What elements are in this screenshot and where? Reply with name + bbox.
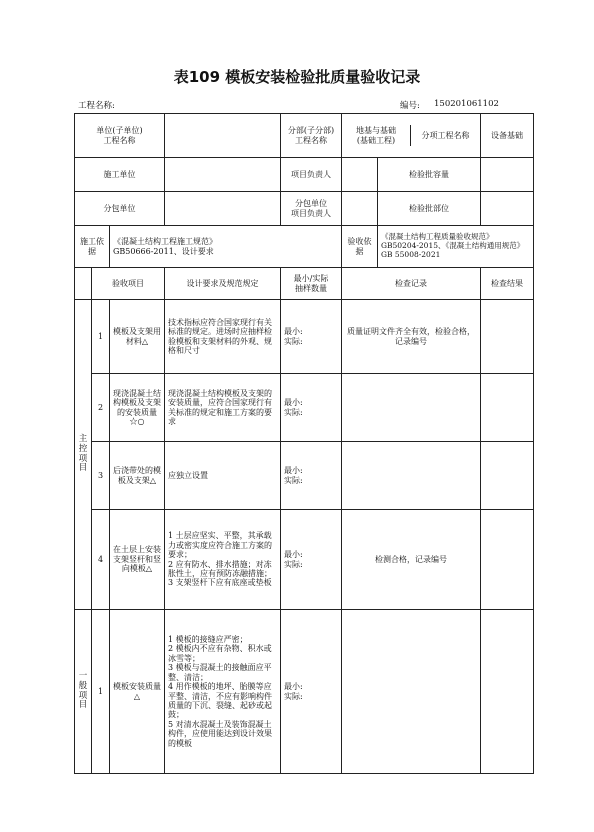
serial-label: 编号: <box>400 101 420 111</box>
unit-name-value[interactable] <box>165 114 281 158</box>
item-result[interactable] <box>481 510 534 610</box>
construction-unit-label: 施工单位 <box>75 158 165 192</box>
item-sampling[interactable]: 最小: 实际: <box>281 510 342 610</box>
item-number: 3 <box>92 442 110 510</box>
item-result[interactable] <box>481 610 534 774</box>
header-row-construction <box>75 158 534 192</box>
project-lead-value[interactable] <box>342 158 378 192</box>
subitem-name-value: 设备基础 <box>481 114 534 158</box>
project-lead-label: 项目负责人 <box>281 158 342 192</box>
item-name: 现浇混凝土结构模板及支架的安装质量☆○ <box>110 374 165 442</box>
item-number: 4 <box>92 510 110 610</box>
unit-name-label: 单位(子单位) 工程名称 <box>75 114 165 158</box>
subcontract-unit-label: 分包单位 <box>75 192 165 226</box>
item-result[interactable] <box>481 374 534 442</box>
subcontract-unit-value[interactable] <box>165 192 281 226</box>
project-name-label: 工程名称: <box>78 101 115 111</box>
item-name: 模板安装质量△ <box>110 610 165 774</box>
batch-location-value[interactable] <box>481 192 534 226</box>
item-requirement: 1 土层应坚实、平整，其承载力或密实度应符合施工方案的要求； 2 应有防水、排水措施；对冻胀性土，应有预防冻融措施； 3 支架竖杆下应有底座或垫板 <box>165 510 281 610</box>
col-result-header: 检查结果 <box>481 268 534 300</box>
item-requirement: 1 模板的接缝应严密； 2 模板内不应有杂物、积水或冰雪等； 3 模板与混凝土的接触面应平整、清洁； 4 用作模板的地坪、胎膜等应平整、清洁，不应有影响构件质量的下沉、裂缝、起砂或起鼓； 5 对清水混凝土及装饰混凝土构件，应使用能达到设计效果的模板 <box>165 610 281 774</box>
item-number: 2 <box>92 374 110 442</box>
header-row-unit <box>75 114 534 158</box>
table-row <box>75 300 534 374</box>
general-group-label: 一般项目 <box>75 610 92 774</box>
item-number: 1 <box>92 300 110 374</box>
serial-value: 150201061102 <box>434 99 499 109</box>
construction-basis-label: 施工依据 <box>75 226 110 268</box>
col-sampling-header: 最小/实际 抽样数量 <box>281 268 342 300</box>
header-row-subcontract <box>75 192 534 226</box>
column-header-row <box>75 268 534 300</box>
item-requirement: 现浇混凝土结构模板及支架的安装质量，应符合国家现行有关标准的规定和施工方案的要求 <box>165 374 281 442</box>
item-record[interactable] <box>342 374 481 442</box>
item-record[interactable]: 检测合格，记录编号 <box>342 510 481 610</box>
item-record[interactable]: 质量证明文件齐全有效，检验合格，记录编号 <box>342 300 481 374</box>
item-sampling[interactable]: 最小: 实际: <box>281 610 342 774</box>
item-name: 后浇带处的模板及支架△ <box>110 442 165 510</box>
header-row-basis <box>75 226 534 268</box>
table-row <box>75 442 534 510</box>
item-number: 1 <box>92 610 110 774</box>
acceptance-basis-value: 《混凝土结构工程质量验收规范》GB50204-2015、《混凝土结构通用规范》GB 55008-2021 <box>378 226 534 268</box>
table-row <box>75 610 534 774</box>
batch-location-label: 检验批部位 <box>378 192 481 226</box>
col-item-header: 验收项目 <box>92 268 165 300</box>
page-title: 表109 模板安装检验批质量验收记录 <box>173 68 421 86</box>
subcontract-lead-label: 分包单位 项目负责人 <box>281 192 342 226</box>
col-record-header: 检查记录 <box>342 268 481 300</box>
acceptance-basis-label: 验收依据 <box>342 226 378 268</box>
batch-capacity-value[interactable] <box>481 158 534 192</box>
construction-unit-value[interactable] <box>165 158 281 192</box>
table-row <box>75 374 534 442</box>
item-requirement: 技术指标应符合国家现行有关标准的规定。进场时应抽样检验模板和支架材料的外观、规格和尺寸 <box>165 300 281 374</box>
main-control-group-label: 主控项目 <box>75 300 92 610</box>
item-record[interactable] <box>342 442 481 510</box>
col-requirement-header: 设计要求及规范规定 <box>165 268 281 300</box>
item-requirement: 应独立设置 <box>165 442 281 510</box>
item-result[interactable] <box>481 442 534 510</box>
item-result[interactable] <box>481 300 534 374</box>
acceptance-record-table <box>74 111 534 774</box>
batch-capacity-label: 检验批容量 <box>378 158 481 192</box>
division-name-label: 分部(子分部) 工程名称 <box>281 114 342 158</box>
table-row <box>75 510 534 610</box>
item-sampling[interactable]: 最小: 实际: <box>281 442 342 510</box>
item-sampling[interactable]: 最小: 实际: <box>281 300 342 374</box>
division-name-value: 地基与基础 (基础工程) <box>342 125 411 146</box>
construction-basis-value: 《混凝土结构工程施工规范》 GB50666-2011、设计要求 <box>110 226 342 268</box>
subcontract-lead-value[interactable] <box>342 192 378 226</box>
item-name: 模板及支架用材料△ <box>110 300 165 374</box>
item-name: 在土层上安装支架竖杆和竖向模板△ <box>110 510 165 610</box>
subitem-name-label: 分项工程名称 <box>421 130 470 140</box>
item-sampling[interactable]: 最小: 实际: <box>281 374 342 442</box>
item-record[interactable] <box>342 610 481 774</box>
